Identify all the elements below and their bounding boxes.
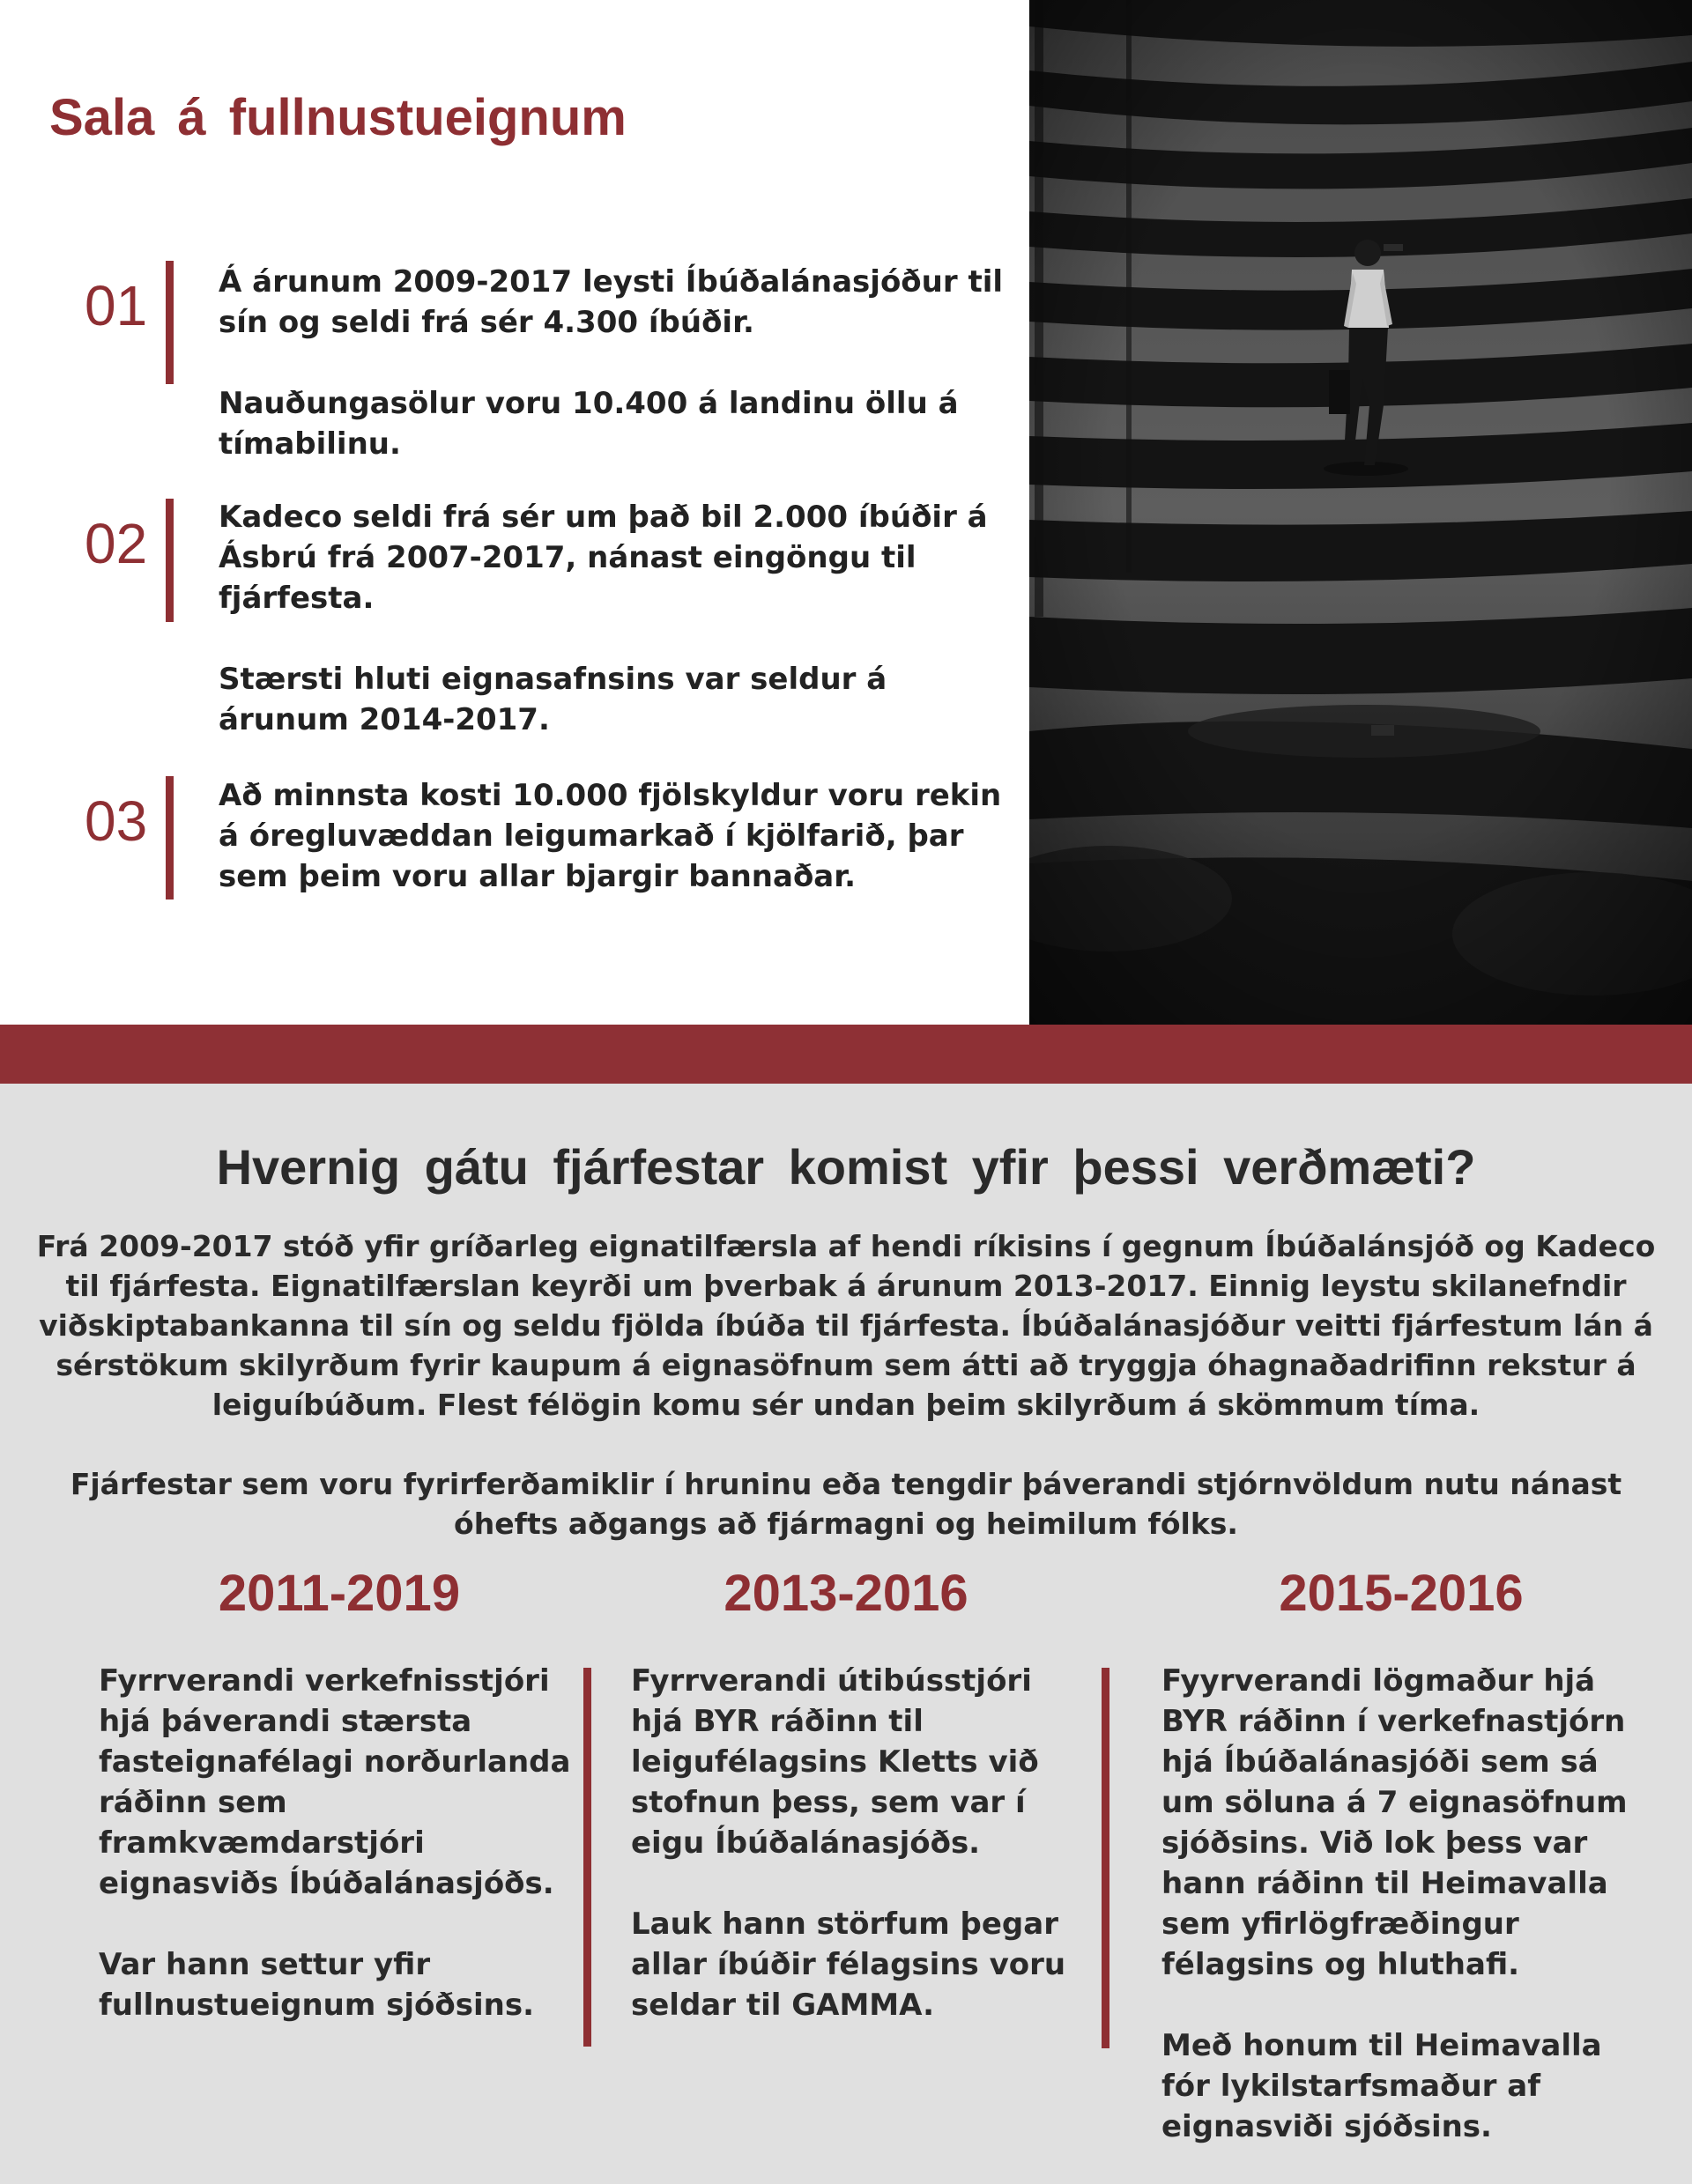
hero-photo bbox=[1029, 0, 1692, 1025]
point-number-03: 03 bbox=[85, 789, 148, 853]
point-01-paragraph-1: Á árunum 2009-2017 leysti Íbúðalánasjóður til sín og seldi frá sér 4.300 íbúðir. bbox=[219, 264, 1004, 340]
intro-text bbox=[26, 1226, 1666, 1544]
point-text-01 bbox=[219, 262, 1012, 464]
column-1-paragraph-2: Var hann settur yfir fullnustueignum sjóðsins. bbox=[99, 1947, 534, 2023]
intro-paragraph-1: Frá 2009-2017 stóð yfir gríðarleg eignatilfærsla af hendi ríkisins í gegnum Íbúðalánsjóð og Kadeco til fjárfesta. Eignatilfærslan keyrði um þverbak á árunum 2013-2017. Einnig leystu skilanefndir viðskiptabankanna til sín og seldu fjölda íbúða til fjárfesta. Íbúðalánasjóður veitti fjárfestum lán á sérstökum skilyrðum fyrir kaupum á eignasöfnum sem átti að tryggja óhagnaðadrifinn rekstur á leiguíbúðum. Flest félögin komu sér undan þeim skilyrðum á skömmum tíma. bbox=[36, 1229, 1656, 1422]
column-text-1 bbox=[99, 1661, 575, 2025]
point-bar-02 bbox=[166, 499, 174, 622]
point-02-paragraph-1: Kadeco seldi frá sér um það bil 2.000 íbúðir á Ásbrú frá 2007-2017, nánast eingöngu til fjárfesta. bbox=[219, 500, 988, 616]
intro-paragraph-2: Fjárfestar sem voru fyrirferðamiklir í hruninu eða tengdir þáverandi stjórnvöldum nutu nánast óhefts aðgangs að fjármagni og heimilum fólks. bbox=[70, 1467, 1622, 1541]
point-number-02: 02 bbox=[85, 512, 148, 575]
point-number-01: 01 bbox=[85, 274, 148, 337]
top-section bbox=[0, 0, 1692, 1025]
page-title: Sala á fullnustueignum bbox=[49, 89, 627, 146]
column-bar-3 bbox=[1102, 1668, 1109, 2048]
column-year-1: 2011-2019 bbox=[218, 1565, 461, 1622]
point-text-03 bbox=[219, 775, 1012, 897]
column-year-3: 2015-2016 bbox=[1279, 1565, 1524, 1622]
column-text-2 bbox=[631, 1661, 1089, 2025]
bottom-section bbox=[0, 1084, 1692, 2184]
column-3-paragraph-1: Fyyrverandi lögmaður hjá BYR ráðinn í verkefnastjórn hjá Íbúðalánasjóði sem sá um söluna á 7 eignasöfnum sjóðsins. Við lok þess var hann ráðinn til Heimavalla sem yfirlögfræðingur félagsins og hluthafi. bbox=[1161, 1663, 1628, 1982]
column-1-paragraph-1: Fyrrverandi verkefnisstjóri hjá þáverandi stærsta fasteignafélagi norðurlanda ráðinn sem framkvæmdarstjóri eignasviðs Íbúðalánasjóðs. bbox=[99, 1663, 571, 1901]
column-2-paragraph-2: Lauk hann störfum þegar allar íbúðir félagsins voru seldar til GAMMA. bbox=[631, 1906, 1066, 2023]
point-03-paragraph-1: Að minnsta kosti 10.000 fjölskyldur voru rekin á óregluvæddan leigumarkað í kjölfarið, þar sem þeim voru allar bjargir bannaðar. bbox=[219, 778, 1002, 894]
point-01-paragraph-2: Nauðungasölur voru 10.400 á landinu öllu á tímabilinu. bbox=[219, 386, 959, 462]
section-heading: Hvernig gátu fjárfestar komist yfir þessi verðmæti? bbox=[216, 1139, 1476, 1195]
column-2-paragraph-1: Fyrrverandi útibússtjóri hjá BYR ráðinn til leigufélagsins Kletts við stofnun þess, sem var í eigu Íbúðalánasjóðs. bbox=[631, 1663, 1039, 1861]
point-02-paragraph-2: Stærsti hluti eignasafnsins var seldur á árunum 2014-2017. bbox=[219, 662, 887, 737]
column-text-3 bbox=[1161, 1661, 1655, 2147]
column-3-paragraph-2: Með honum til Heimavalla fór lykilstarfsmaður af eignasviði sjóðsins. bbox=[1161, 2028, 1602, 2144]
divider-band bbox=[0, 1025, 1692, 1084]
point-bar-01 bbox=[166, 261, 174, 384]
column-year-2: 2013-2016 bbox=[724, 1565, 968, 1622]
column-bar-2 bbox=[583, 1668, 591, 2047]
point-text-02 bbox=[219, 497, 1012, 740]
point-bar-03 bbox=[166, 776, 174, 900]
